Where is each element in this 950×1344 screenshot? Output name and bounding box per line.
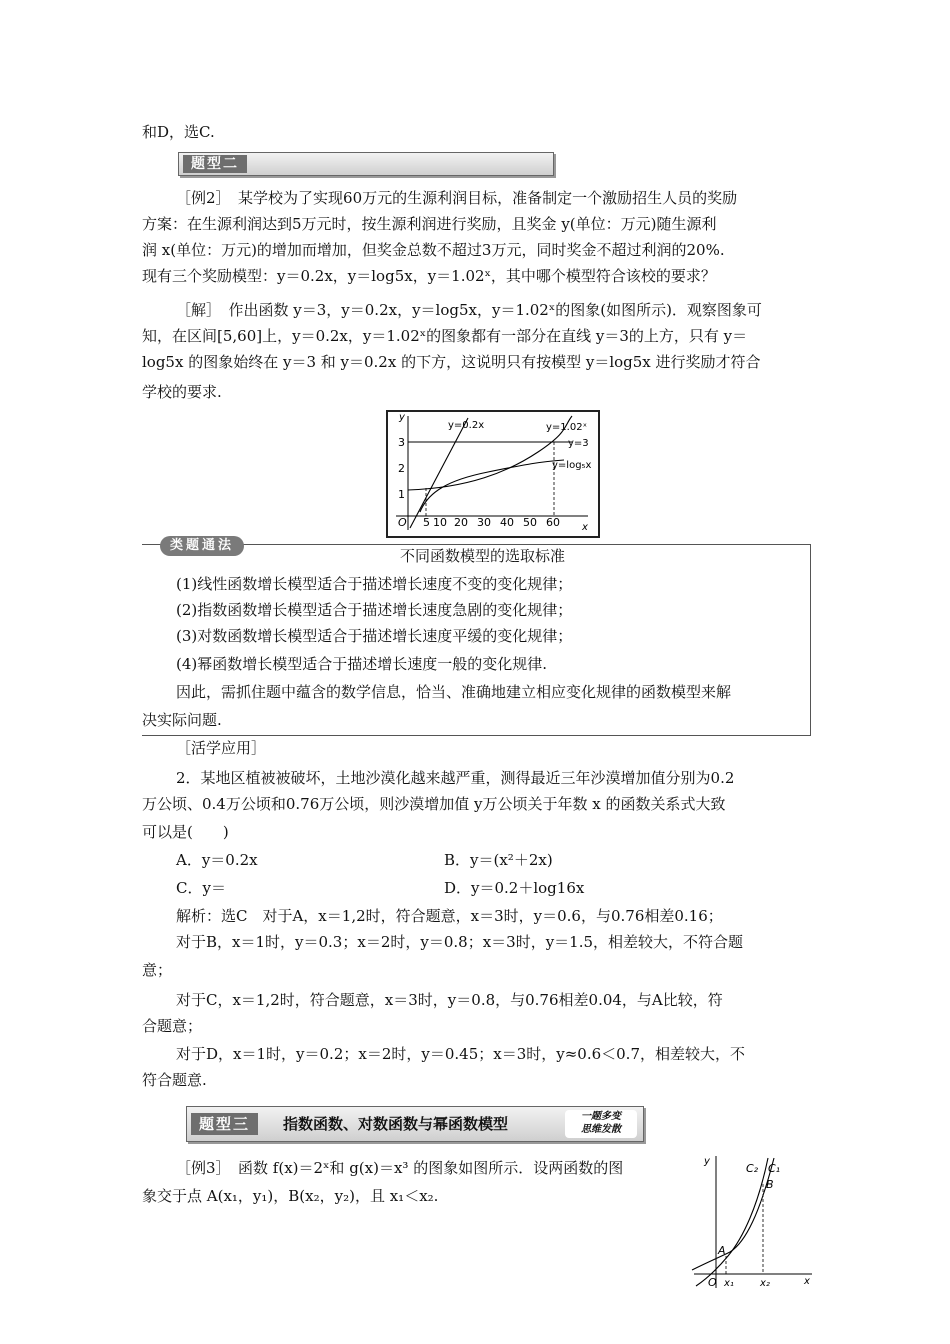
practice-question-2: 万公顷、0.4万公顷和0.76万公顷，则沙漠增加值 y万公顷关于年数 x 的函数关系式大致	[142, 795, 726, 813]
section-badge-line-1: 一题多变	[581, 1111, 621, 1122]
example3-line-1: ［例3］ 函数 f(x)＝2ˣ和 g(x)＝x³ 的图象如图所示．设两函数的图	[176, 1159, 624, 1177]
graph1-ytick-3: 3	[398, 436, 405, 449]
graph1-ytick-2: 2	[398, 462, 405, 475]
intro-line: 和D，选C.	[142, 123, 215, 141]
graph2-svg	[688, 1152, 818, 1292]
section-badge-line-2: 思维发散	[581, 1124, 621, 1135]
section-banner-3	[186, 1106, 644, 1142]
graph1-origin: O	[398, 516, 407, 529]
graph2-point-b: B	[766, 1178, 774, 1191]
solution2-line-3: log5x 的图象始终在 y＝3 和 y＝0.2x 的下方，这说明只有按模型 y＝log5x 进行奖励才符合	[142, 353, 761, 371]
solution2-line-1: ［解］ 作出函数 y＝3，y＝0.2x，y＝log5x，y＝1.02ˣ的图象(如图所示)．观察图象可	[176, 301, 762, 319]
graph1-curve-linear	[410, 418, 468, 528]
option-b: B．y＝(x²＋2x)	[444, 851, 553, 869]
method-line-1: (1)线性函数增长模型适合于描述增长速度不变的变化规律；	[176, 575, 573, 593]
function-graph-2	[688, 1152, 818, 1292]
example2-line-2: 方案：在生源利润达到5万元时，按生源利润进行奖励，且奖金 y(单位：万元)随生源利	[142, 215, 717, 233]
practice-question-1: 2．某地区植被被破坏，土地沙漠化越来越严重，测得最近三年沙漠增加值分别为0.2	[176, 769, 735, 787]
section-badge-3	[565, 1110, 637, 1138]
analysis-line-7: 符合题意.	[142, 1071, 207, 1089]
graph1-y-label: y	[399, 412, 405, 423]
solution2-line-2: 知，在区间[5,60]上，y＝0.2x，y＝1.02ˣ的图象都有一部分在直线 y＝3的上方，只有 y＝	[142, 327, 748, 345]
graph2-x2: x₂	[760, 1278, 770, 1289]
example3-line-2: 象交于点 A(x₁，y₁)，B(x₂，y₂)，且 x₁＜x₂.	[142, 1187, 439, 1205]
graph1-label-const: y=3	[568, 438, 589, 449]
analysis-line-3: 意；	[142, 961, 173, 979]
example2-line-1: ［例2］ 某学校为了实现60万元的生源利润目标，准备制定一个激励招生人员的奖励	[176, 189, 738, 207]
analysis-line-4: 对于C，x＝1,2时，符合题意，x＝3时，y＝0.8，与0.76相差0.04，与A比较，符	[176, 991, 723, 1009]
method-line-5: 因此，需抓住题中蕴含的数学信息，恰当、准确地建立相应变化规律的函数模型来解	[176, 683, 732, 701]
graph1-xtick-60: 60	[546, 516, 560, 529]
graph1-xtick-40: 40	[500, 516, 514, 529]
graph2-point-a: A	[718, 1244, 726, 1257]
section-banner-2	[178, 152, 554, 176]
graph1-label-log: y=log₅x	[552, 460, 592, 471]
graph1-xtick-20: 20	[454, 516, 468, 529]
graph1-label-exp: y=1.02ˣ	[546, 422, 588, 433]
method-line-4: (4)幂函数增长模型适合于描述增长速度一般的变化规律.	[176, 655, 548, 673]
example2-line-4: 现有三个奖励模型：y＝0.2x，y＝log5x，y＝1.02ˣ，其中哪个模型符合该校的要求？	[142, 267, 716, 285]
graph1-ytick-1: 1	[398, 488, 405, 501]
practice-question-3: 可以是( )	[142, 823, 229, 841]
graph2-label-c2: C₂	[746, 1162, 759, 1175]
method-box-tag: 类题通法	[160, 536, 244, 556]
analysis-line-5: 合题意；	[142, 1017, 203, 1035]
option-a: A．y＝0.2x	[176, 851, 258, 869]
analysis-line-2: 对于B，x＝1时，y＝0.3；x＝2时，y＝0.8；x＝3时，y＝1.5，相差较大，不符合题	[176, 933, 744, 951]
section-tag-2: 题型二	[183, 155, 247, 173]
graph1-label-linear: y=0.2x	[448, 420, 485, 431]
method-line-3: (3)对数函数增长模型适合于描述增长速度平缓的变化规律；	[176, 627, 573, 645]
section-tag-3: 题型三	[191, 1113, 258, 1135]
graph1-xtick-50: 50	[523, 516, 537, 529]
option-d: D．y＝0.2＋log16x	[444, 879, 585, 897]
method-line-2: (2)指数函数增长模型适合于描述增长速度急剧的变化规律；	[176, 601, 573, 619]
solution2-line-4: 学校的要求.	[142, 383, 222, 401]
graph1-xtick-5: 5	[423, 516, 430, 529]
method-line-6: 决实际问题.	[142, 711, 222, 729]
graph1-xtick-10: 10	[433, 516, 447, 529]
graph2-curve-c1	[692, 1158, 774, 1270]
section-title-3: 指数函数、对数函数与幂函数模型	[283, 1115, 509, 1133]
graph1-x-label: x	[582, 522, 588, 533]
graph2-x1: x₁	[724, 1278, 734, 1289]
analysis-line-6: 对于D，x＝1时，y＝0.2；x＝2时，y＝0.45；x＝3时，y≈0.6＜0.7，相差较大，不	[176, 1045, 745, 1063]
graph1-svg	[388, 412, 598, 536]
function-graph-1	[386, 410, 600, 538]
graph2-curve-c2	[696, 1158, 768, 1286]
graph2-origin: O	[708, 1276, 717, 1289]
method-box-title: 不同函数模型的选取标准	[400, 547, 566, 565]
graph2-label-c1: C₁	[768, 1162, 781, 1175]
analysis-line-1: 解析：选C 对于A，x＝1,2时，符合题意，x＝3时，y＝0.6，与0.76相差0.16；	[176, 907, 723, 925]
practice-heading: ［活学应用］	[176, 739, 267, 757]
graph2-y-label: y	[704, 1156, 710, 1167]
graph1-xtick-30: 30	[477, 516, 491, 529]
example2-line-3: 润 x(单位：万元)的增加而增加，但奖金总数不超过3万元，同时奖金不超过利润的20%.	[142, 241, 725, 259]
option-c: C．y＝	[176, 879, 226, 897]
graph2-x-label: x	[804, 1276, 810, 1287]
